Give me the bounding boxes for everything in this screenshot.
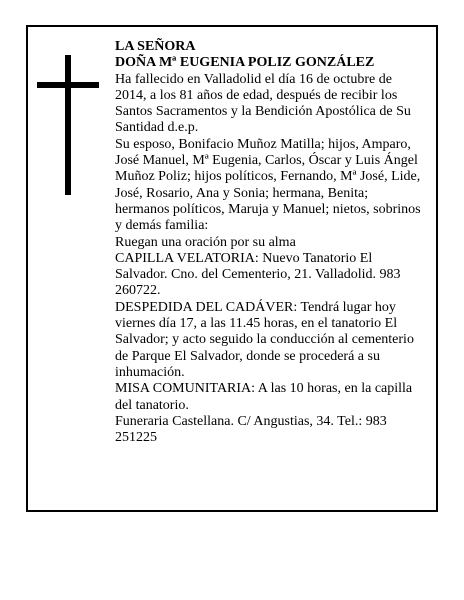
- cross-horizontal-bar: [37, 82, 99, 88]
- prayer-request: Ruegan una oración por su alma: [115, 234, 296, 250]
- cross-vertical-bar: [65, 55, 71, 195]
- farewell-info: DESPEDIDA DEL CADÁVER: Tendrá lugar hoy viernes día 17, a las 11.45 horas, en el tanatorio El Salvador; y acto seguido la conducción al cementerio de Parque El Salvador, donde se procederá a su inhumación.: [115, 299, 414, 380]
- mass-info: MISA COMUNITARIA: A las 10 horas, en la capilla del tanatorio.: [115, 381, 413, 413]
- family-list: Su esposo, Bonifacio Muñoz Matilla; hijos, Amparo, José Manuel, Mª Eugenia, Carlos, Óscar y Luis Ángel Muñoz Poliz; hijos políticos, Fernando, Mª José, Lide, José, Rosario, Ana y Sonia; hermana, Benita; hermanos políticos, Maruja y Manuel; nietos, sobrinos y demás familia:: [115, 136, 421, 234]
- obituary-title: LA SEÑORA: [115, 39, 196, 54]
- chapel-info: CAPILLA VELATORIA: Nuevo Tanatorio El Salvador. Cno. del Cementerio, 21. Valladolid. 983 260722.: [115, 250, 401, 299]
- death-announcement: Ha fallecido en Valladolid el día 16 de octubre de 2014, a los 81 años de edad, después de recibir los Santos Sacramentos y la Bendición Apostólica de Su Santidad d.e.p.: [115, 71, 411, 136]
- deceased-name: DOÑA Mª EUGENIA POLIZ GONZÁLEZ: [115, 55, 375, 71]
- funeral-home-info: Funeraria Castellana. C/ Angustias, 34. Tel.: 983 251225: [115, 413, 387, 446]
- obituary-text: [115, 39, 423, 446]
